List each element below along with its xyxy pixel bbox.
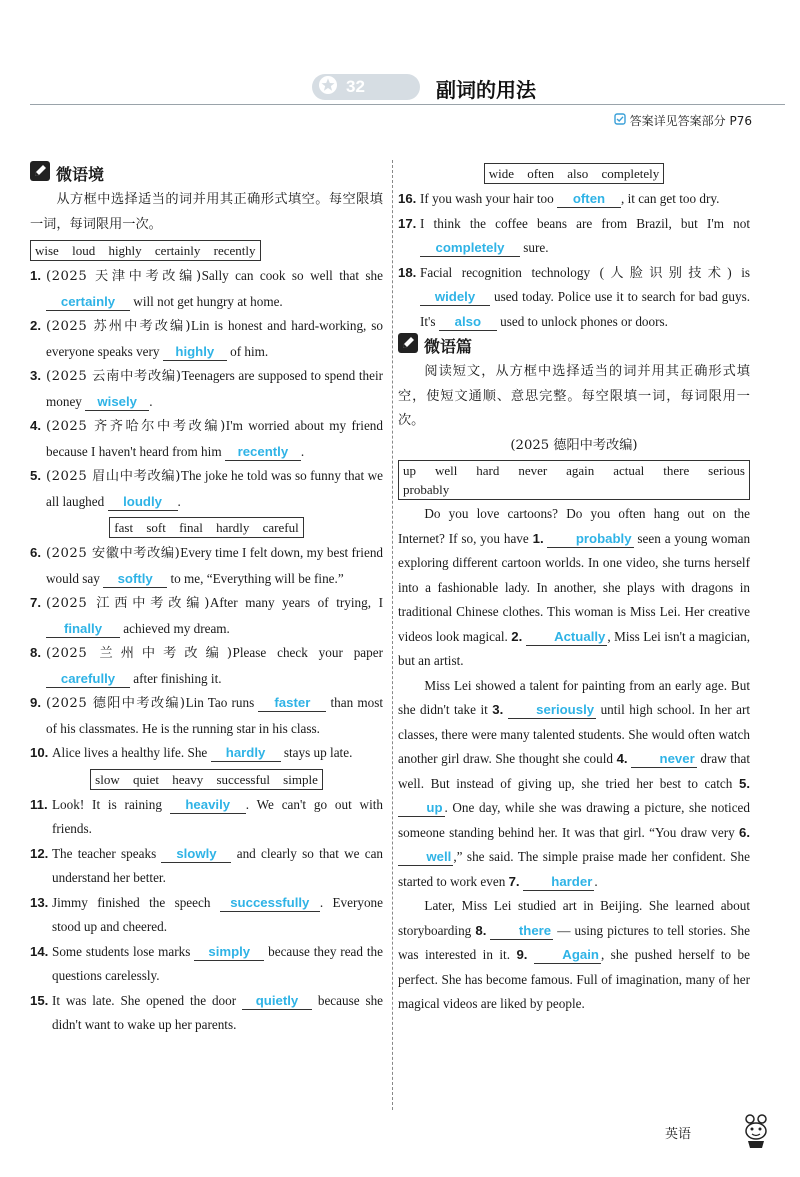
answer-note: [614, 112, 752, 129]
micro-sentence-instruction: 从方框中选择适当的词并用其正确形式填空。每空限填一词，每词限用一次。: [30, 192, 383, 232]
question-6: 6. (2025 安徽中考改编)Every time I felt down, my best friend would say softly to me, “Everything will be fine.”: [30, 545, 384, 586]
question-9: 9. (2025 德阳中考改编)Lin Tao runs faster than most of his classmates. He is the running star in his class.: [30, 695, 384, 736]
word-box-5: up well hard never again actual there serious probably: [398, 460, 750, 500]
answer-blank[interactable]: highly: [163, 343, 227, 361]
star-icon: [318, 75, 338, 100]
question-11: 11. Look! It is raining heavily . We can't go out with friends.: [30, 796, 383, 836]
question-5: 5. (2025 眉山中考改编)The joke he told was so funny that we all laughed loudly .: [30, 468, 384, 509]
passage-paragraph-2: Miss Lei showed a talent for painting from an early age. But she didn't take it 3. seriously until high school. In her art classes, there were many talented students. She would often watch another girl draw. She thought she could 4. never draw that well. But instead of giving up, she tried her best to catch 5. up . One day, while she was drawing a picture, she noticed someone standing behind her. It was that girl. “You draw very 6. well ,” she said. The simple praise made her confident. She started to work even 7. harder .: [398, 677, 751, 889]
answer-blank[interactable]: carefully: [46, 670, 130, 688]
question-10: 10. Alice lives a healthy life. She hardly stays up late.: [30, 745, 353, 760]
answer-blank[interactable]: seriously: [508, 701, 596, 719]
question-15: 15. It was late. She opened the door quietly because she didn't want to wake up her parents.: [30, 992, 384, 1032]
answer-blank[interactable]: successfully: [220, 894, 320, 912]
answer-blank[interactable]: simply: [194, 943, 264, 961]
answer-note-text: 答案详见答案部分 P76: [629, 114, 752, 128]
answer-blank[interactable]: faster: [258, 694, 326, 712]
word-box-3: slow quiet heavy successful simple: [90, 769, 323, 790]
pencil-icon: [398, 333, 418, 361]
unit-number: 32: [346, 77, 365, 96]
question-7: 7. (2025 江西中考改编)After many years of trying, I finally achieved my dream.: [30, 595, 383, 636]
micro-sentence-title: 微语境: [56, 164, 105, 184]
answer-blank[interactable]: well: [398, 848, 453, 866]
question-14: 14. Some students lose marks simply because they read the questions carelessly.: [30, 943, 383, 983]
answer-blank[interactable]: completely: [420, 239, 520, 257]
page-title: 副词的用法: [436, 78, 536, 102]
answer-blank[interactable]: Actually: [526, 628, 608, 646]
right-column: [398, 162, 750, 1017]
mascot-icon: [742, 1113, 770, 1154]
answer-blank[interactable]: recently: [225, 443, 301, 461]
answer-blank[interactable]: quietly: [242, 992, 312, 1010]
column-divider: [392, 160, 393, 1110]
answer-blank[interactable]: slowly: [161, 845, 231, 863]
micro-sentence-heading: [30, 162, 383, 188]
micro-passage-instruction: 阅读短文，从方框中选择适当的词并用其正确形式填空，使短文通顺、意思完整。每空限填一词，每词限用一次。: [398, 364, 750, 428]
answer-blank[interactable]: softly: [103, 570, 167, 588]
answer-blank[interactable]: probably: [547, 530, 633, 548]
header-rule: [30, 104, 785, 105]
passage-paragraph-3: Later, Miss Lei studied art in Beijing. She learned about storyboarding 8. there — using pictures to tell stories. She was interested in it. 9. Again , she pushed herself to be perfect. She has become famous. Full of imagination, many of her magical videos are liked by people.: [398, 898, 751, 1011]
answer-blank[interactable]: hardly: [211, 744, 281, 762]
answer-blank[interactable]: never: [631, 750, 697, 768]
answer-blank[interactable]: loudly: [108, 493, 178, 511]
question-13: 13. Jimmy finished the speech successfully . Everyone stood up and cheered.: [30, 894, 383, 934]
question-4: 4. (2025 齐齐哈尔中考改编)I'm worried about my friend because I haven't heard from him recently .: [30, 418, 383, 459]
question-8: 8. (2025 兰州中考改编)Please check your paper carefully after finishing it.: [30, 645, 383, 686]
question-2: 2. (2025 苏州中考改编)Lin is honest and hard-working, so everyone speaks very highly of him.: [30, 318, 383, 359]
question-17: 17. I think the coffee beans are from Brazil, but I'm not completely sure.: [398, 215, 750, 255]
answer-blank[interactable]: certainly: [46, 293, 130, 311]
word-box-1: wise loud highly certainly recently: [30, 240, 261, 261]
answer-blank[interactable]: harder: [523, 873, 594, 891]
question-16: 16. If you wash your hair too often , it can get too dry.: [398, 191, 720, 206]
answer-blank[interactable]: widely: [420, 288, 490, 306]
question-3: 3. (2025 云南中考改编)Teenagers are supposed to spend their money wisely .: [30, 368, 383, 409]
answer-blank[interactable]: there: [490, 922, 553, 940]
answer-blank[interactable]: up: [398, 799, 445, 817]
answer-blank[interactable]: wisely: [85, 393, 149, 411]
word-box-2: fast soft final hardly careful: [109, 517, 303, 538]
question-18: 18. Facial recognition technology (人脸识别技术) is widely used today. Police use it to search for bad guys. It's also used to unlock phones or doors.: [398, 264, 751, 329]
answer-blank[interactable]: finally: [46, 620, 120, 638]
answer-blank[interactable]: often: [557, 190, 621, 208]
footer-subject: 英语: [665, 1127, 692, 1142]
note-icon: [614, 113, 626, 128]
passage-source: (2025 德阳中考改编): [510, 437, 638, 453]
answer-blank[interactable]: Again: [534, 946, 601, 964]
question-12: 12. The teacher speaks slowly and clearly so that we can understand her better.: [30, 845, 384, 885]
answer-blank[interactable]: also: [439, 313, 497, 331]
micro-passage-title: 微语篇: [424, 336, 473, 356]
micro-passage-heading: [398, 334, 750, 360]
left-column: [30, 162, 383, 1038]
pencil-icon: [30, 161, 50, 189]
page-header: [30, 70, 785, 104]
word-box-4: wide often also completely: [484, 163, 664, 184]
unit-badge: [312, 74, 420, 100]
passage-paragraph-1: Do you love cartoons? Do you often hang out on the Internet? If so, you have 1. probably seen a young woman exploring different cartoon worlds. In one video, she turns herself into a fashionable lady. In another, she plays with dragons in traditional Chinese clothes. This woman is Miss Lei. Her creative videos look magical. 2. Actually , Miss Lei isn't a magician, but an artist.: [398, 506, 751, 668]
question-1: 1. (2025 天津中考改编)Sally can cook so well that she certainly will not get hungry at home.: [30, 268, 383, 309]
answer-blank[interactable]: heavily: [170, 796, 246, 814]
